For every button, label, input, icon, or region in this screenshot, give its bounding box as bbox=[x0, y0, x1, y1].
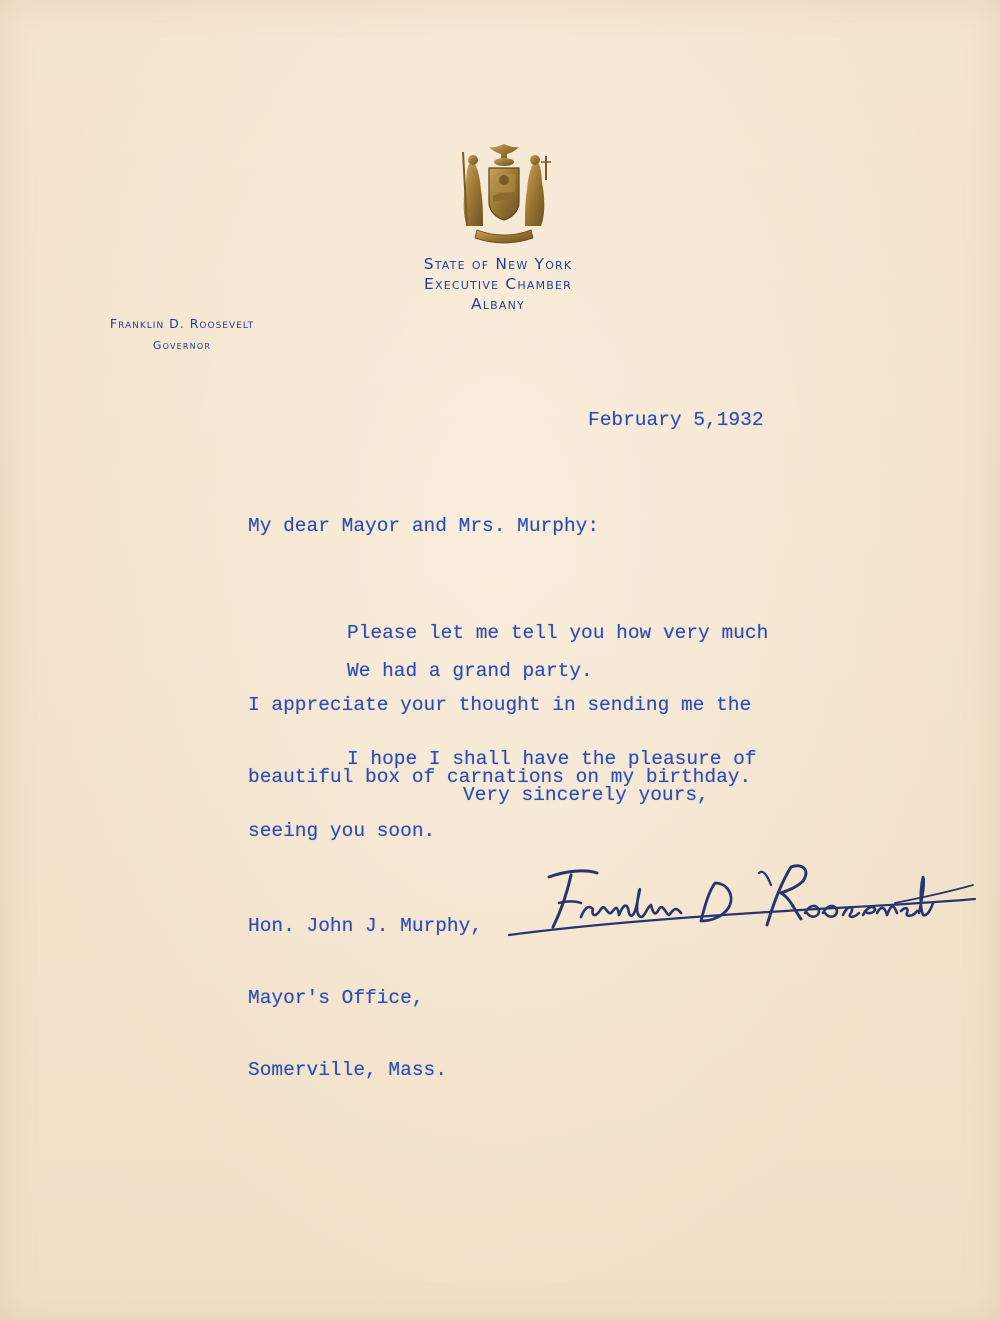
salutation: My dear Mayor and Mrs. Murphy: bbox=[248, 515, 600, 537]
paragraph-1-line: Please let me tell you how very much bbox=[347, 622, 769, 644]
recipient-line: Somerville, Mass. bbox=[248, 1059, 447, 1081]
paragraph-2: We had a grand party. bbox=[347, 660, 593, 682]
sender-name: Franklin D. Roosevelt bbox=[109, 316, 255, 331]
signature-graphic bbox=[505, 855, 980, 945]
paragraph-1-line: beautiful box of carnations on my birthday. bbox=[248, 766, 752, 788]
paragraph-3-line: I hope I shall have the pleasure of bbox=[347, 748, 757, 770]
recipient-address bbox=[248, 866, 482, 1130]
recipient-line: Mayor's Office, bbox=[248, 987, 424, 1009]
sender-title: Governor bbox=[152, 339, 212, 352]
new-york-state-seal-icon bbox=[449, 140, 559, 248]
letterhead-chamber: Executive Chamber bbox=[423, 275, 573, 293]
sender-block bbox=[72, 315, 292, 355]
paragraph-1-line: I appreciate your thought in sending me the bbox=[248, 694, 752, 716]
letterhead bbox=[370, 254, 626, 314]
letterhead-city: Albany bbox=[471, 295, 525, 313]
letter-date: February 5,1932 bbox=[588, 409, 764, 431]
closing: Very sincerely yours, bbox=[463, 784, 709, 806]
recipient-line: Hon. John J. Murphy, bbox=[248, 915, 483, 937]
paragraph-3-line: seeing you soon. bbox=[248, 820, 436, 842]
letterhead-state: State of New York bbox=[423, 255, 573, 273]
